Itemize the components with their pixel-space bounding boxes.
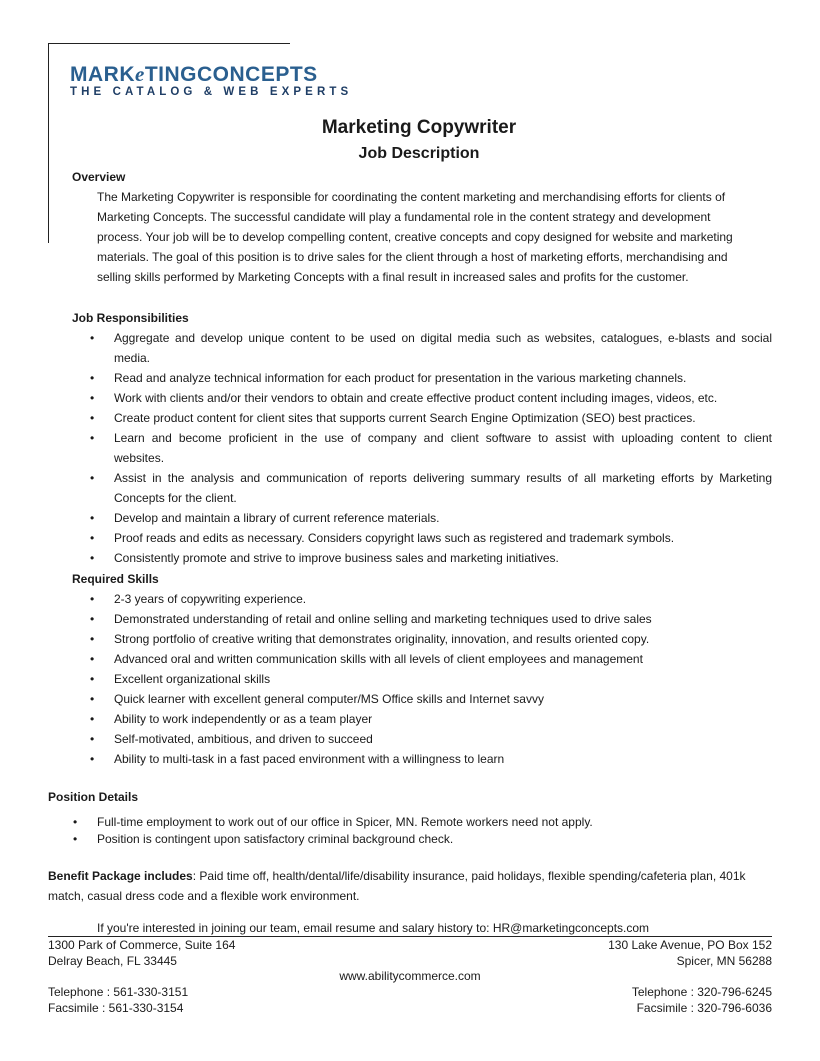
bullet-icon: •	[90, 371, 95, 385]
bullet-icon: •	[90, 732, 95, 746]
responsibility-item: Assist in the analysis and communication of reports delivering summary results of all marketing efforts by Marketing	[114, 471, 772, 485]
footer-right-telephone: Telephone : 320-796-6245	[631, 985, 772, 999]
bullet-icon: •	[90, 471, 95, 485]
bullet-icon: •	[90, 391, 95, 405]
responsibility-item: Learn and become proficient in the use of company and client software to assist with uploading content to client	[114, 431, 772, 445]
bullet-icon: •	[90, 752, 95, 766]
document-subtitle: Job Description	[358, 145, 480, 162]
bullet-icon: •	[90, 431, 95, 445]
overview-line: materials. The goal of this position is to drive sales for the client through a host of marketing efforts, merchandising and	[97, 250, 728, 264]
bullet-icon: •	[73, 815, 78, 829]
footer-right-address-line1: 130 Lake Avenue, PO Box 152	[608, 938, 772, 952]
overview-line: process. Your job will be to develop compelling content, creative concepts and copy designed for website and marketing	[97, 230, 733, 244]
skill-item: 2-3 years of copywriting experience.	[114, 592, 307, 606]
responsibility-item-cont: Concepts for the client.	[114, 491, 237, 505]
footer-website-link[interactable]: www.abilitycommerce.com	[339, 969, 481, 983]
footer-right-address-line2: Spicer, MN 56288	[676, 954, 772, 968]
position-item: Position is contingent upon satisfactory criminal background check.	[97, 832, 454, 846]
position-heading: Position Details	[48, 790, 139, 804]
overview-heading: Overview	[72, 170, 126, 184]
bullet-icon: •	[90, 511, 95, 525]
footer-address-line1: 1300 Park of Commerce, Suite 164	[48, 938, 236, 952]
responsibility-item: Aggregate and develop unique content to be used on digital media such as websites, catalogues, e-blasts and social	[114, 331, 772, 345]
benefits-label: Benefit Package includes	[48, 869, 193, 883]
bullet-icon: •	[90, 672, 95, 686]
responsibility-item: Work with clients and/or their vendors to obtain and create effective product content including images, videos, etc.	[114, 391, 718, 405]
document-title: Marketing Copywriter	[321, 117, 517, 138]
company-logo	[70, 63, 352, 98]
responsibility-item-cont: websites.	[114, 451, 165, 465]
skill-item: Self-motivated, ambitious, and driven to succeed	[114, 732, 373, 746]
skill-item: Ability to multi-task in a fast paced environment with a willingness to learn	[114, 752, 505, 766]
footer-telephone: Telephone : 561-330-3151	[48, 985, 189, 999]
footer-address-line2: Delray Beach, FL 33445	[48, 954, 177, 968]
bullet-icon: •	[73, 832, 78, 846]
responsibility-item: Proof reads and edits as necessary. Considers copyright laws such as registered and trademark symbols.	[114, 531, 675, 545]
responsibilities-heading: Job Responsibilities	[72, 311, 189, 325]
responsibility-item: Consistently promote and strive to improve business sales and marketing initiatives.	[114, 551, 559, 565]
bullet-icon: •	[90, 331, 95, 345]
bullet-icon: •	[90, 692, 95, 706]
skills-heading: Required Skills	[72, 572, 159, 586]
skill-item: Strong portfolio of creative writing that demonstrates originality, innovation, and results oriented copy.	[114, 632, 650, 646]
overview-line: The Marketing Copywriter is responsible for coordinating the content marketing and merchandising efforts for clients of	[97, 190, 726, 204]
bullet-icon: •	[90, 712, 95, 726]
benefits-line	[48, 869, 746, 883]
benefits-text: : Paid time off, health/dental/life/disability insurance, paid holidays, flexible spending/cafeteria plan, 401k	[192, 869, 746, 883]
footer-right-facsimile: Facsimile : 320-796-6036	[636, 1001, 772, 1015]
responsibility-item: Read and analyze technical information for each product for presentation in the various marketing channels.	[114, 371, 687, 385]
position-item: Full-time employment to work out of our office in Spicer, MN. Remote workers need not apply.	[97, 815, 593, 829]
bullet-icon: •	[90, 531, 95, 545]
logo-tagline: THE CATALOG & WEB EXPERTS	[70, 86, 353, 98]
skill-item: Demonstrated understanding of retail and online selling and marketing techniques used to drive sales	[114, 612, 652, 626]
skill-item: Quick learner with excellent general computer/MS Office skills and Internet savvy	[114, 692, 544, 706]
benefits-line-cont: match, casual dress code and a flexible work environment.	[48, 889, 360, 903]
bullet-icon: •	[90, 411, 95, 425]
responsibility-item-cont: media.	[114, 351, 151, 365]
responsibility-item: Create product content for client sites that supports current Search Engine Optimization (SEO) best practices.	[114, 411, 696, 425]
skill-item: Ability to work independently or as a team player	[114, 712, 373, 726]
responsibility-item: Develop and maintain a library of current reference materials.	[114, 511, 440, 525]
footer-facsimile: Facsimile : 561-330-3154	[48, 1001, 184, 1015]
logo-wordmark: MARKeTINGCONCEPTS	[70, 62, 318, 86]
skill-item: Excellent organizational skills	[114, 672, 271, 686]
footer-divider	[48, 936, 772, 937]
overview-line: selling skills performed by Marketing Concepts with a final result in increased sales and profits for the customer.	[97, 270, 689, 284]
bullet-icon: •	[90, 612, 95, 626]
frame-line-top	[48, 43, 290, 44]
apply-instructions: If you're interested in joining our team, email resume and salary history to: HR@marketingconcepts.com	[97, 921, 650, 935]
bullet-icon: •	[90, 652, 95, 666]
overview-line: Marketing Concepts. The successful candidate will play a fundamental role in the content strategy and development	[97, 210, 711, 224]
bullet-icon: •	[90, 592, 95, 606]
bullet-icon: •	[90, 551, 95, 565]
frame-line-left	[48, 43, 49, 243]
skill-item: Advanced oral and written communication skills with all levels of client employees and management	[114, 652, 643, 666]
bullet-icon: •	[90, 632, 95, 646]
